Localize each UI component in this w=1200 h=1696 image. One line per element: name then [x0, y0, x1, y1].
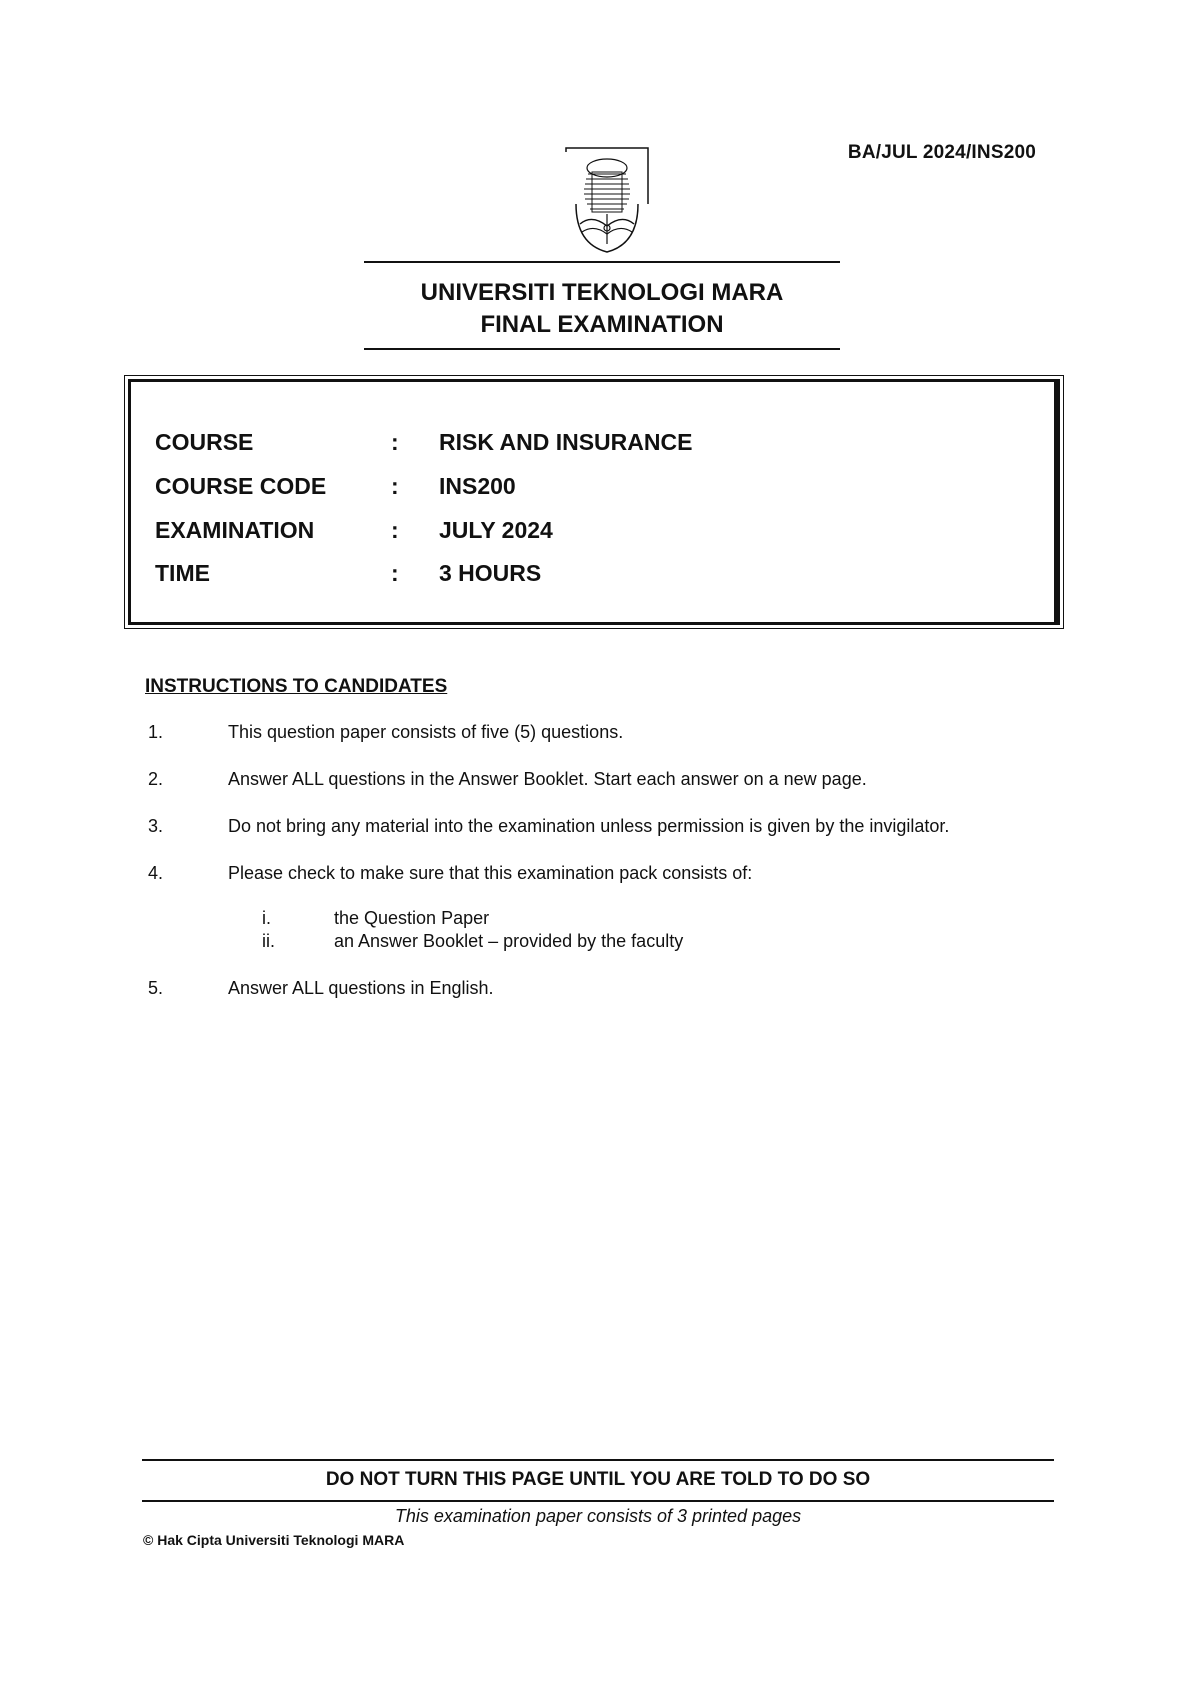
instruction-text: Answer ALL questions in English. [228, 978, 494, 998]
turn-page-warning: DO NOT TURN THIS PAGE UNTIL YOU ARE TOLD TO DO SO [325, 1469, 871, 1490]
colon: : [391, 429, 399, 455]
instruction-number: 2. [148, 769, 164, 789]
footer-top-rule [142, 1459, 1054, 1461]
header-bottom-rule [364, 348, 840, 350]
colon: : [391, 560, 399, 586]
instruction-text: Answer ALL questions in the Answer Booklet. Start each answer on a new page. [228, 769, 867, 789]
copyright-notice: © Hak Cipta Universiti Teknologi MARA [143, 1532, 405, 1548]
instruction-text: Please check to make sure that this examination pack consists of: [228, 863, 753, 883]
instruction-text: This question paper consists of five (5) questions. [228, 722, 624, 742]
instruction-number: 3. [148, 816, 164, 836]
colon: : [391, 473, 399, 499]
course-value: RISK AND INSURANCE [439, 429, 693, 455]
instruction-text: Do not bring any material into the examination unless permission is given by the invigilator. [228, 816, 950, 836]
instruction-number: 5. [148, 978, 164, 998]
instructions-heading: INSTRUCTIONS TO CANDIDATES [145, 676, 448, 697]
course-code-label: COURSE CODE [155, 473, 327, 499]
document-reference: BA/JUL 2024/INS200 [847, 142, 1036, 163]
time-value: 3 HOURS [439, 560, 542, 586]
time-label: TIME [155, 560, 210, 586]
pack-item-text: an Answer Booklet – provided by the faculty [334, 931, 684, 951]
instruction-number: 4. [148, 863, 164, 883]
pack-item-number: i. [262, 908, 271, 928]
exam-title-block [364, 277, 840, 341]
page-count-note: This examination paper consists of 3 printed pages [394, 1506, 802, 1526]
examination-value: JULY 2024 [439, 517, 553, 543]
university-name: UNIVERSITI TEKNOLOGI MARA [420, 279, 784, 306]
instruction-number: 1. [148, 722, 164, 742]
examination-label: EXAMINATION [155, 517, 315, 543]
course-label: COURSE [155, 429, 254, 455]
course-code-value: INS200 [439, 473, 516, 499]
pack-item-number: ii. [262, 931, 275, 951]
course-info-box [128, 379, 1060, 625]
university-crest-logo [562, 144, 652, 256]
colon: : [391, 517, 399, 543]
exam-type: FINAL EXAMINATION [480, 311, 724, 338]
pack-item-text: the Question Paper [334, 908, 490, 928]
footer-bottom-rule [142, 1500, 1054, 1502]
header-top-rule [364, 261, 840, 263]
